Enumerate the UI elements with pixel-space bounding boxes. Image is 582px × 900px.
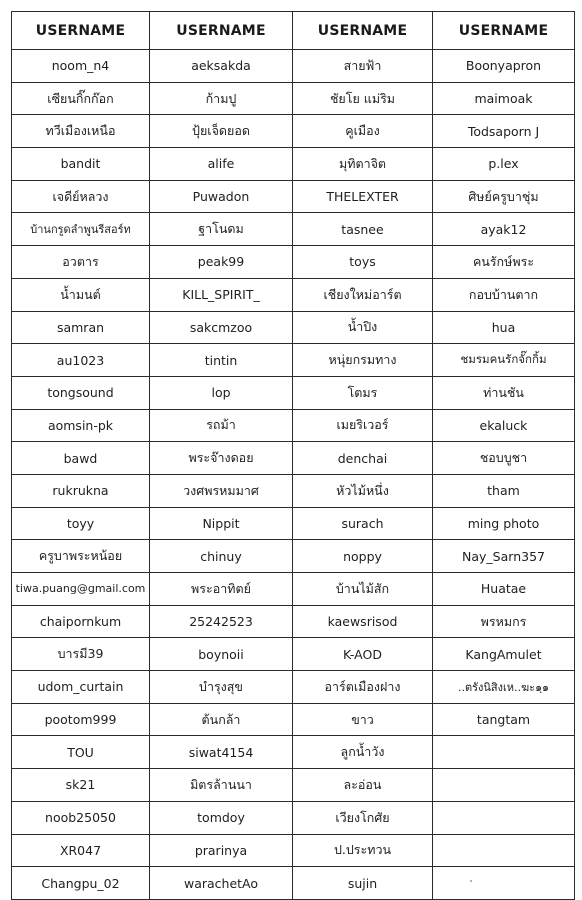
table-row [12, 867, 575, 900]
username-cell: bandit [12, 148, 150, 181]
username-cell: บำรุงสุข [150, 671, 293, 704]
username-cell: noob25050 [12, 801, 150, 834]
username-cell: Todsaporn J [433, 115, 575, 148]
username-cell: ayak12 [433, 213, 575, 246]
username-cell: XR047 [12, 834, 150, 867]
username-cell: aeksakda [150, 50, 293, 83]
username-cell: toys [293, 246, 433, 279]
username-cell: KILL_SPIRIT_ [150, 278, 293, 311]
username-cell: siwat4154 [150, 736, 293, 769]
username-cell: โตมร [293, 376, 433, 409]
username-cell: aomsin-pk [12, 409, 150, 442]
username-cell: p.lex [433, 148, 575, 181]
table-row [12, 442, 575, 475]
username-cell: K-AOD [293, 638, 433, 671]
username-cell: ครูบาพระหน้อย [12, 540, 150, 573]
username-cell: peak99 [150, 246, 293, 279]
username-cell: noppy [293, 540, 433, 573]
table-row [12, 540, 575, 573]
table-body [12, 50, 575, 900]
column-header: USERNAME [433, 12, 575, 50]
username-cell: รถม้า [150, 409, 293, 442]
username-cell: tasnee [293, 213, 433, 246]
table-row [12, 278, 575, 311]
table-row [12, 474, 575, 507]
username-cell: KangAmulet [433, 638, 575, 671]
username-cell: sujin [293, 867, 433, 900]
username-cell: มิตรล้านนา [150, 769, 293, 802]
username-cell: tintin [150, 344, 293, 377]
column-header: USERNAME [293, 12, 433, 50]
username-cell: tiwa.puang@gmail.com [12, 573, 150, 606]
username-cell: Huatae [433, 573, 575, 606]
username-cell: au1023 [12, 344, 150, 377]
column-header: USERNAME [12, 12, 150, 50]
username-cell: ก้ามปู [150, 82, 293, 115]
username-cell: น้ำมนต์ [12, 278, 150, 311]
username-cell: THELEXTER [293, 180, 433, 213]
username-cell: tham [433, 474, 575, 507]
table-row [12, 213, 575, 246]
username-cell: พรหมกร [433, 605, 575, 638]
username-cell: prarinya [150, 834, 293, 867]
username-cell: ท่านชัน [433, 376, 575, 409]
username-cell: หนุ่ยกรมทาง [293, 344, 433, 377]
table-row [12, 376, 575, 409]
username-cell: hua [433, 311, 575, 344]
username-cell [433, 736, 575, 769]
username-cell: udom_curtain [12, 671, 150, 704]
username-cell: 25242523 [150, 605, 293, 638]
username-cell: เมยริเวอร์ [293, 409, 433, 442]
table-row [12, 115, 575, 148]
username-cell: กอบบ้านตาก [433, 278, 575, 311]
username-cell [433, 867, 575, 900]
username-cell: ชอบบูชา [433, 442, 575, 475]
table-row [12, 344, 575, 377]
username-cell: maimoak [433, 82, 575, 115]
table-row [12, 50, 575, 83]
table-row [12, 736, 575, 769]
username-cell: denchai [293, 442, 433, 475]
username-cell: TOU [12, 736, 150, 769]
username-cell: ชมรมคนรักจั๊กกิ้ม [433, 344, 575, 377]
table-row [12, 507, 575, 540]
username-cell: bawd [12, 442, 150, 475]
table-row [12, 573, 575, 606]
column-header: USERNAME [150, 12, 293, 50]
username-cell: ศิษย์ครูบาชุ่ม [433, 180, 575, 213]
username-cell: warachetAo [150, 867, 293, 900]
username-cell: rukrukna [12, 474, 150, 507]
username-cell: เชียงใหม่อาร์ต [293, 278, 433, 311]
username-cell: วงศพรหมมาศ [150, 474, 293, 507]
username-cell: noom_n4 [12, 50, 150, 83]
table-row [12, 82, 575, 115]
username-cell: surach [293, 507, 433, 540]
username-cell: sk21 [12, 769, 150, 802]
username-cell: chinuy [150, 540, 293, 573]
username-cell: บ้านกรูดลำพูนรีสอร์ท [12, 213, 150, 246]
username-cell: ขาว [293, 703, 433, 736]
username-cell: บารมี39 [12, 638, 150, 671]
username-cell: lop [150, 376, 293, 409]
table-row [12, 801, 575, 834]
username-cell: chaipornkum [12, 605, 150, 638]
username-cell: น้ำปิง [293, 311, 433, 344]
username-cell: tangtam [433, 703, 575, 736]
username-cell: alife [150, 148, 293, 181]
username-cell: คูเมือง [293, 115, 433, 148]
username-cell: ming photo [433, 507, 575, 540]
table-row [12, 703, 575, 736]
username-cell: หัวไม้หนึ่ง [293, 474, 433, 507]
username-cell: เจดีย์หลวง [12, 180, 150, 213]
username-cell: tongsound [12, 376, 150, 409]
username-table [11, 11, 575, 900]
username-cell: คนรักษ์พระ [433, 246, 575, 279]
username-cell: toyy [12, 507, 150, 540]
username-cell: ปุ้ยเจ็ดยอด [150, 115, 293, 148]
table-row [12, 180, 575, 213]
scan-speck [470, 880, 472, 882]
username-cell: Boonyapron [433, 50, 575, 83]
username-cell [433, 769, 575, 802]
table-row [12, 605, 575, 638]
username-cell: มุทิตาจิต [293, 148, 433, 181]
username-cell: ลูกน้ำวัง [293, 736, 433, 769]
username-cell: ต้นกล้า [150, 703, 293, 736]
header-row [12, 12, 575, 50]
username-cell: pootom999 [12, 703, 150, 736]
username-cell: boynoii [150, 638, 293, 671]
username-cell: samran [12, 311, 150, 344]
username-cell: Nay_Sarn357 [433, 540, 575, 573]
username-cell: พระอาทิตย์ [150, 573, 293, 606]
username-cell: Nippit [150, 507, 293, 540]
username-cell: พระจ๊างดอย [150, 442, 293, 475]
table-row [12, 246, 575, 279]
table-row [12, 148, 575, 181]
username-cell: ekaluck [433, 409, 575, 442]
username-cell: ป.ประทวน [293, 834, 433, 867]
username-cell: อาร์ตเมืองฝาง [293, 671, 433, 704]
username-cell: เวียงโกศัย [293, 801, 433, 834]
username-cell: tomdoy [150, 801, 293, 834]
username-cell: ชัยโย แม่ริม [293, 82, 433, 115]
username-cell [433, 801, 575, 834]
username-cell: ..ตรังนิสิงเห..ฆะ๑ฺ๑ [433, 671, 575, 704]
username-cell: ทวีเมืองเหนือ [12, 115, 150, 148]
table-row [12, 311, 575, 344]
table-row [12, 834, 575, 867]
username-cell: ละอ่อน [293, 769, 433, 802]
table-row [12, 769, 575, 802]
username-cell: ฐาโนดม [150, 213, 293, 246]
username-cell: เซียนกิ๊กก๊อก [12, 82, 150, 115]
username-cell: อวตาร [12, 246, 150, 279]
username-cell: บ้านไม้สัก [293, 573, 433, 606]
username-cell: kaewsrisod [293, 605, 433, 638]
table-row [12, 638, 575, 671]
table-row [12, 671, 575, 704]
username-cell: sakcmzoo [150, 311, 293, 344]
username-cell: Puwadon [150, 180, 293, 213]
username-cell [433, 834, 575, 867]
username-cell: สายฟ้า [293, 50, 433, 83]
username-cell: Changpu_02 [12, 867, 150, 900]
table-row [12, 409, 575, 442]
